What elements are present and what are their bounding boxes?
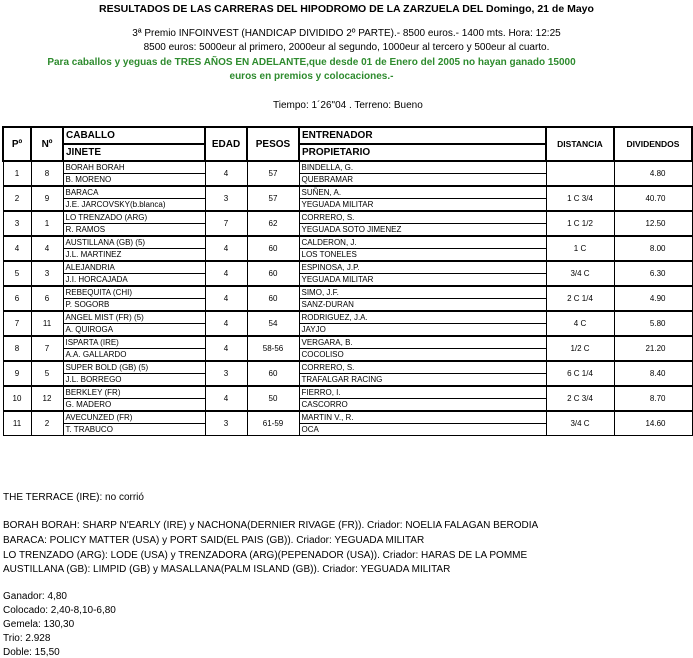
cell-num: 9 xyxy=(31,186,63,211)
payout-trio: Trio: 2.928 xyxy=(3,633,51,644)
cell-pesos: 62 xyxy=(247,211,299,236)
cell-pesos: 60 xyxy=(247,286,299,311)
page-title: RESULTADOS DE LAS CARRERAS DEL HIPODROMO DE LA ZARZUELA DEL Domingo, 21 de Mayo xyxy=(99,3,594,15)
cell-caballo: LO TRENZADO (ARG) xyxy=(63,211,205,224)
cell-pesos: 60 xyxy=(247,361,299,386)
cell-propietario: JAYJO xyxy=(299,324,546,337)
cell-distancia: 3/4 C xyxy=(546,261,614,286)
cell-dividendos: 6.30 xyxy=(614,261,692,286)
cell-distancia: 1 C 3/4 xyxy=(546,186,614,211)
cell-jinete: R. RAMOS xyxy=(63,224,205,237)
cell-entrenador: RODRIGUEZ, J.A. xyxy=(299,311,546,324)
cell-pos: 3 xyxy=(3,211,31,236)
cell-edad: 3 xyxy=(205,411,247,436)
cell-dividendos: 4.80 xyxy=(614,161,692,186)
table-row xyxy=(3,411,692,424)
cell-num: 5 xyxy=(31,361,63,386)
cell-num: 12 xyxy=(31,386,63,411)
cell-edad: 4 xyxy=(205,311,247,336)
col-propietario: PROPIETARIO xyxy=(299,144,546,161)
pedigree-line: BORAH BORAH: SHARP N'EARLY (IRE) y NACHONA(DERNIER RIVAGE (FR)). Criador: NOELIA FALAGAN BERODIA xyxy=(3,520,539,531)
cell-jinete: J.I. HORCAJADA xyxy=(63,274,205,287)
cell-distancia: 1/2 C xyxy=(546,336,614,361)
cell-distancia xyxy=(546,161,614,186)
cell-entrenador: SIMO, J.F. xyxy=(299,286,546,299)
cell-propietario: YEGUADA SOTO JIMENEZ xyxy=(299,224,546,237)
cell-dividendos: 12.50 xyxy=(614,211,692,236)
col-caballo: CABALLO xyxy=(63,127,205,144)
non-runner-note: THE TERRACE (IRE): no corrió xyxy=(3,492,144,503)
col-num: Nº xyxy=(31,127,63,161)
table-row xyxy=(3,386,692,399)
cell-pos: 5 xyxy=(3,261,31,286)
payout-gemela: Gemela: 130,30 xyxy=(3,619,75,630)
table-row xyxy=(3,311,692,324)
cell-num: 1 xyxy=(31,211,63,236)
cell-caballo: REBEQUITA (CHI) xyxy=(63,286,205,299)
cell-propietario: LOS TONELES xyxy=(299,249,546,262)
cell-jinete: A. QUIROGA xyxy=(63,324,205,337)
table-row xyxy=(3,236,692,249)
results-table xyxy=(2,126,693,436)
cell-jinete: P. SOGORB xyxy=(63,299,205,312)
cell-propietario: OCA xyxy=(299,424,546,436)
cell-pos: 1 xyxy=(3,161,31,186)
cell-num: 11 xyxy=(31,311,63,336)
cell-caballo: BORAH BORAH xyxy=(63,161,205,174)
table-row xyxy=(3,186,692,199)
cell-entrenador: SUÑEN, A. xyxy=(299,186,546,199)
cell-propietario: COCOLISO xyxy=(299,349,546,362)
cell-pos: 8 xyxy=(3,336,31,361)
cell-pesos: 57 xyxy=(247,186,299,211)
pedigree-line: LO TRENZADO (ARG): LODE (USA) y TRENZADORA (ARG)(PEPENADOR (USA)). Criador: HARAS DE LA POMME xyxy=(3,550,528,561)
cell-edad: 4 xyxy=(205,286,247,311)
cell-edad: 3 xyxy=(205,361,247,386)
cell-caballo: BERKLEY (FR) xyxy=(63,386,205,399)
cell-jinete: J.L. MARTINEZ xyxy=(63,249,205,262)
cell-entrenador: BINDELLA, G. xyxy=(299,161,546,174)
cell-caballo: AVECUNZED (FR) xyxy=(63,411,205,424)
cell-entrenador: FIERRO, I. xyxy=(299,386,546,399)
cell-caballo: ISPARTA (IRE) xyxy=(63,336,205,349)
cell-propietario: TRAFALGAR RACING xyxy=(299,374,546,387)
payout-colocado: Colocado: 2,40-8,10-6,80 xyxy=(3,605,116,616)
cell-edad: 4 xyxy=(205,261,247,286)
time-and-track: Tiempo: 1´26"04 . Terreno: Bueno xyxy=(273,100,423,111)
cell-distancia: 1 C xyxy=(546,236,614,261)
cell-dividendos: 14.60 xyxy=(614,411,692,436)
cell-caballo: ALEJANDRIA xyxy=(63,261,205,274)
cell-entrenador: MARTIN V., R. xyxy=(299,411,546,424)
col-pos: Pº xyxy=(3,127,31,161)
cell-edad: 3 xyxy=(205,186,247,211)
cell-caballo: BARACA xyxy=(63,186,205,199)
cell-dividendos: 8.00 xyxy=(614,236,692,261)
pedigree-line: AUSTILLANA (GB): LIMPID (GB) y MASALLANA(PALM ISLAND (GB)). Criador: YEGUADA MILITAR xyxy=(3,564,451,575)
cell-pesos: 50 xyxy=(247,386,299,411)
cell-pos: 7 xyxy=(3,311,31,336)
cell-edad: 4 xyxy=(205,386,247,411)
table-row xyxy=(3,211,692,224)
cell-distancia: 2 C 3/4 xyxy=(546,386,614,411)
cell-pos: 9 xyxy=(3,361,31,386)
cell-propietario: SANZ-DURAN xyxy=(299,299,546,312)
cell-pesos: 60 xyxy=(247,261,299,286)
conditions-line-2: euros en premios y colocaciones.- xyxy=(229,71,394,82)
cell-pesos: 57 xyxy=(247,161,299,186)
cell-jinete: G. MADERO xyxy=(63,399,205,412)
col-jinete: JINETE xyxy=(63,144,205,161)
conditions-line-1: Para caballos y yeguas de TRES AÑOS EN ADELANTE,que desde 01 de Enero del 2005 no hayan ganado 15000 xyxy=(47,57,576,68)
table-row xyxy=(3,336,692,349)
pedigree-line: BARACA: POLICY MATTER (USA) y PORT SAID(EL PAIS (GB)). Criador: YEGUADA MILITAR xyxy=(3,535,425,546)
col-dividendos: DIVIDENDOS xyxy=(614,127,692,161)
cell-propietario: YEGUADA MILITAR xyxy=(299,199,546,212)
cell-num: 2 xyxy=(31,411,63,436)
cell-entrenador: VERGARA, B. xyxy=(299,336,546,349)
cell-num: 6 xyxy=(31,286,63,311)
cell-edad: 7 xyxy=(205,211,247,236)
cell-caballo: AUSTILLANA (GB) (5) xyxy=(63,236,205,249)
race-info: 3ª Premio INFOINVEST (HANDICAP DIVIDIDO 2º PARTE).- 8500 euros.- 1400 mts. Hora: 12:25 xyxy=(132,28,561,39)
cell-edad: 4 xyxy=(205,336,247,361)
cell-caballo: SUPER BOLD (GB) (5) xyxy=(63,361,205,374)
cell-pesos: 60 xyxy=(247,236,299,261)
col-pesos: PESOS xyxy=(247,127,299,161)
cell-pos: 11 xyxy=(3,411,31,436)
cell-dividendos: 4.90 xyxy=(614,286,692,311)
cell-distancia: 6 C 1/4 xyxy=(546,361,614,386)
cell-num: 8 xyxy=(31,161,63,186)
cell-entrenador: ESPINOSA, J.P. xyxy=(299,261,546,274)
cell-num: 7 xyxy=(31,336,63,361)
table-row xyxy=(3,286,692,299)
cell-dividendos: 5.80 xyxy=(614,311,692,336)
cell-pesos: 61-59 xyxy=(247,411,299,436)
table-row xyxy=(3,161,692,174)
cell-propietario: QUEBRAMAR xyxy=(299,174,546,187)
cell-jinete: J.E. JARCOVSKY(b.blanca) xyxy=(63,199,205,212)
cell-jinete: B. MORENO xyxy=(63,174,205,187)
payout-ganador: Ganador: 4,80 xyxy=(3,591,67,602)
cell-pos: 10 xyxy=(3,386,31,411)
cell-dividendos: 40.70 xyxy=(614,186,692,211)
cell-distancia: 2 C 1/4 xyxy=(546,286,614,311)
cell-distancia: 4 C xyxy=(546,311,614,336)
cell-pesos: 58-56 xyxy=(247,336,299,361)
cell-dividendos: 21.20 xyxy=(614,336,692,361)
cell-distancia: 3/4 C xyxy=(546,411,614,436)
cell-num: 4 xyxy=(31,236,63,261)
cell-edad: 4 xyxy=(205,236,247,261)
cell-pos: 2 xyxy=(3,186,31,211)
cell-dividendos: 8.70 xyxy=(614,386,692,411)
cell-dividendos: 8.40 xyxy=(614,361,692,386)
col-entrenador: ENTRENADOR xyxy=(299,127,546,144)
cell-propietario: YEGUADA MILITAR xyxy=(299,274,546,287)
cell-edad: 4 xyxy=(205,161,247,186)
cell-propietario: CASCORRO xyxy=(299,399,546,412)
cell-distancia: 1 C 1/2 xyxy=(546,211,614,236)
prize-info: 8500 euros: 5000eur al primero, 2000eur al segundo, 1000eur al tercero y 500eur al cuarto. xyxy=(143,42,550,53)
results-body xyxy=(3,161,692,436)
cell-entrenador: CALDERON, J. xyxy=(299,236,546,249)
payout-doble: Doble: 15,50 xyxy=(3,647,60,658)
cell-pos: 4 xyxy=(3,236,31,261)
col-edad: EDAD xyxy=(205,127,247,161)
cell-jinete: J.L. BORREGO xyxy=(63,374,205,387)
cell-caballo: ANGEL MIST (FR) (5) xyxy=(63,311,205,324)
cell-jinete: T. TRABUCO xyxy=(63,424,205,436)
table-row xyxy=(3,261,692,274)
col-distancia: DISTANCIA xyxy=(546,127,614,161)
cell-pos: 6 xyxy=(3,286,31,311)
table-row xyxy=(3,361,692,374)
cell-entrenador: CORRERO, S. xyxy=(299,211,546,224)
cell-jinete: A.A. GALLARDO xyxy=(63,349,205,362)
cell-num: 3 xyxy=(31,261,63,286)
cell-entrenador: CORRERO, S. xyxy=(299,361,546,374)
cell-pesos: 54 xyxy=(247,311,299,336)
